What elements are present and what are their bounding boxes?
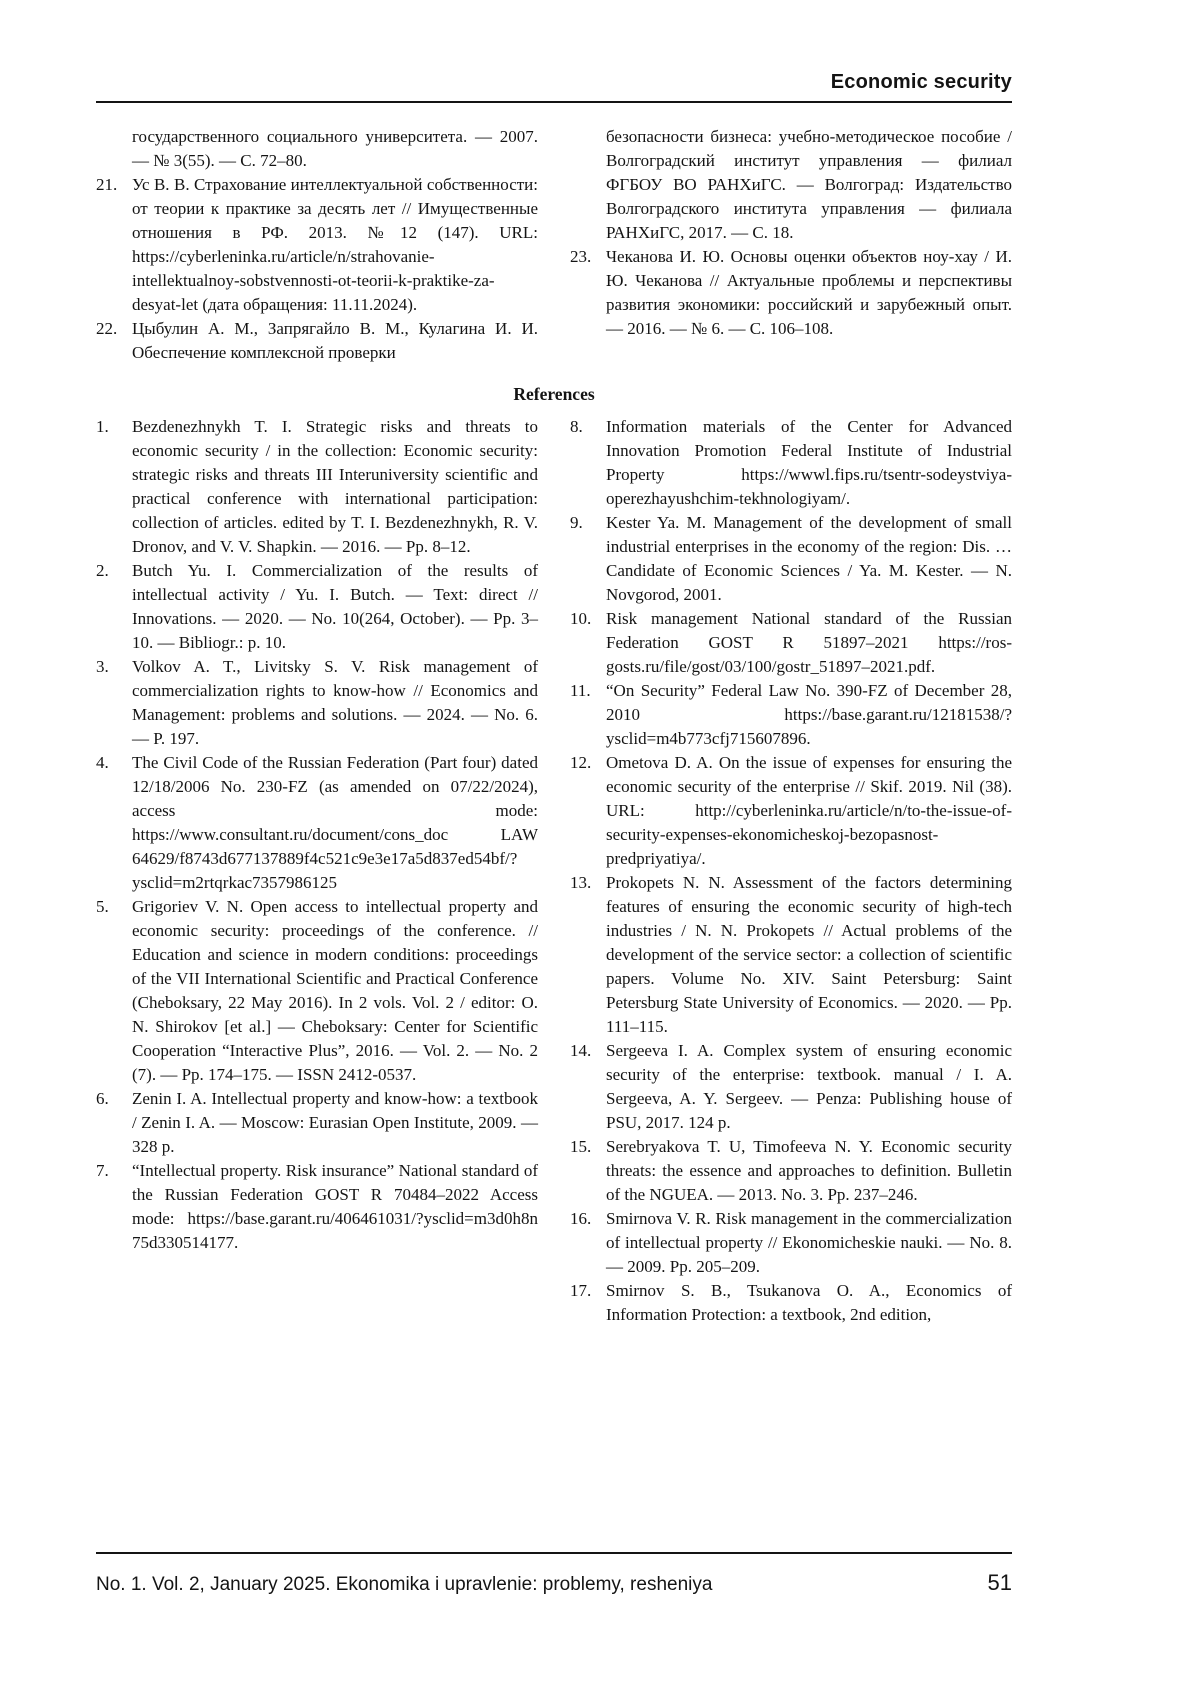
- references-heading: References: [513, 384, 595, 404]
- reference-text: Чеканова И. Ю. Основы оценки объектов ноу-хау / И. Ю. Чеканова // Актуальные проблемы и перспективы развития экономики: российский и зарубежный опыт. — 2016. — № 6. — С. 106–108.: [606, 247, 1012, 338]
- reference-item: [570, 245, 1012, 341]
- reference-item: [570, 871, 1012, 1039]
- reference-item: [570, 125, 1012, 245]
- reference-text: “Intellectual property. Risk insurance” National standard of the Russian Federation GOST R 70484–2022 Access mode: https://base.garant.ru/406461031/?ysclid=m3d0h8n 75d330514177.: [132, 1161, 538, 1252]
- reference-item: [96, 415, 538, 559]
- reference-item: [570, 1039, 1012, 1135]
- reference-number: 2.: [96, 561, 109, 580]
- footer-journal-line: No. 1. Vol. 2, January 2025. Ekonomika i upravlenie: problemy, resheniya: [96, 1574, 713, 1595]
- reference-number: 6.: [96, 1089, 109, 1108]
- reference-number: 1.: [96, 417, 109, 436]
- reference-text: Risk management National standard of the Russian Federation GOST R 51897–2021 https://ros-gosts.ru/file/gost/03/100/gostr_51897–2021.pdf.: [606, 609, 1012, 676]
- reference-item: [570, 1279, 1012, 1327]
- reference-item: [570, 1207, 1012, 1279]
- reference-item: [96, 895, 538, 1087]
- reference-item: [96, 1159, 538, 1255]
- footer-row: [96, 1570, 1012, 1596]
- reference-number: 3.: [96, 657, 109, 676]
- page-number: 51: [987, 1570, 1012, 1595]
- reference-item: [570, 415, 1012, 511]
- reference-number: 4.: [96, 753, 109, 772]
- reference-number: 10.: [570, 609, 592, 628]
- reference-text: Information materials of the Center for Advanced Innovation Promotion Federal Institute of Industrial Property https://wwwl.fips.ru/tsentr-sodeystviya-operezhayushchim-tekhnologiyam/.: [606, 417, 1012, 508]
- running-head: Economic security: [830, 71, 1012, 93]
- reference-text: Smirnov S. B., Tsukanova O. A., Economics of Information Protection: a textbook, 2nd edition,: [606, 1281, 1012, 1324]
- reference-text: “On Security” Federal Law No. 390-FZ of December 28, 2010 https://base.garant.ru/12181538/?ysclid=m4b773cfj715607896.: [606, 681, 1012, 748]
- reference-number: 13.: [570, 873, 592, 892]
- reference-text: Volkov A. T., Livitsky S. V. Risk management of commercialization rights to know-how // Economics and Management: problems and solutions. — 2024. — No. 6. — P. 197.: [132, 657, 538, 748]
- reference-number: 14.: [570, 1041, 592, 1060]
- reference-text: Serebryakova T. U, Timofeeva N. Y. Economic security threats: the essence and approaches to definition. Bulletin of the NGUEA. — 2013. No. 3. Pp. 237–246.: [606, 1137, 1012, 1204]
- english-references-section: [96, 415, 1012, 1327]
- reference-text: безопасности бизнеса: учебно-методическое пособие / Волгоградский институт управления — филиал ФГБОУ ВО РАНХиГС. — Волгоград: Издательство Волгоградского института управления — филиала РАНХиГС, 2017. — С. 18.: [606, 127, 1012, 242]
- reference-text: Bezdenezhnykh T. I. Strategic risks and threats to economic security / in the collection: Economic security: strategic risks and threats III Interuniversity scientific and practical conference with international participation: collection of articles. edited by T. I. Bezdenezhnykh, R. V. Dronov, and V. V. Shapkin. — 2016. — Pp. 8–12.: [132, 417, 538, 556]
- reference-text: Prokopets N. N. Assessment of the factors determining features of ensuring the economic security of high-tech industries / N. N. Prokopets // Actual problems of the development of the service sector: a collection of scientific papers. Volume No. XIV. Saint Petersburg: Saint Petersburg State University of Economics. — 2020. — Pp. 111–115.: [606, 873, 1012, 1036]
- english-references-right-column: [570, 415, 1012, 1327]
- reference-text: Цыбулин А. М., Запрягайло В. М., Кулагина И. И. Обеспечение комплексной проверки: [132, 319, 538, 362]
- reference-number: 8.: [570, 417, 583, 436]
- reference-number: 11.: [570, 681, 591, 700]
- english-references-left-column: [96, 415, 538, 1327]
- reference-number: 21.: [96, 175, 118, 194]
- reference-item: [570, 679, 1012, 751]
- reference-item: [96, 317, 538, 365]
- reference-number: 7.: [96, 1161, 109, 1180]
- russian-references-left-column: [96, 125, 538, 365]
- reference-number: 23.: [570, 247, 592, 266]
- reference-item: [96, 559, 538, 655]
- reference-number: 9.: [570, 513, 583, 532]
- reference-item: [570, 1135, 1012, 1207]
- reference-text: Ometova D. A. On the issue of expenses for ensuring the economic security of the enterprise // Skif. 2019. Nil (38). URL: http://cyberleninka.ru/article/n/to-the-issue-of-security-expenses-ekonomicheskoj-bezopasnost-predpriyatiya/.: [606, 753, 1012, 868]
- russian-references-right-column: [570, 125, 1012, 365]
- reference-text: Zenin I. A. Intellectual property and know-how: a textbook / Zenin I. A. — Moscow: Eurasian Open Institute, 2009. — 328 p.: [132, 1089, 538, 1156]
- reference-item: [96, 125, 538, 173]
- reference-number: 5.: [96, 897, 109, 916]
- reference-number: [570, 125, 606, 245]
- reference-text: государственного социального университета. — 2007. — № 3(55). — С. 72–80.: [132, 127, 538, 170]
- reference-number: 22.: [96, 319, 118, 338]
- reference-item: [570, 607, 1012, 679]
- reference-number: 16.: [570, 1209, 592, 1228]
- russian-references-section: [96, 125, 1012, 365]
- reference-number: 12.: [570, 753, 592, 772]
- reference-item: [570, 751, 1012, 871]
- reference-item: [570, 511, 1012, 607]
- reference-number: 17.: [570, 1281, 592, 1300]
- reference-text: Grigoriev V. N. Open access to intellectual property and economic security: proceedings of the conference. // Education and science in modern conditions: proceedings of the VII International Scientific and Practical Conference (Cheboksary, 22 May 2016). In 2 vols. Vol. 2 / editor: O. N. Shirokov [et al.] — Cheboksary: Center for Scientific Cooperation “Interactive Plus”, 2016. — Vol. 2. — No. 2 (7). — Pp. 174–175. — ISSN 2412-0537.: [132, 897, 538, 1084]
- reference-item: [96, 173, 538, 317]
- reference-item: [96, 1087, 538, 1159]
- reference-text: The Civil Code of the Russian Federation (Part four) dated 12/18/2006 No. 230-FZ (as amended on 07/22/2024), access mode: https://www.consultant.ru/document/cons_doc LAW 64629/f8743d677137889f4c521c9e3e17a5d837ed54bf/?ysclid=m2rtqrkac7357986125: [132, 753, 538, 892]
- header-rule: [96, 101, 1012, 103]
- reference-number: 15.: [570, 1137, 592, 1156]
- reference-text: Smirnova V. R. Risk management in the commercialization of intellectual property // Ekonomicheskie nauki. — No. 8. — 2009. Pp. 205–209.: [606, 1209, 1012, 1276]
- reference-item: [96, 751, 538, 895]
- reference-text: Butch Yu. I. Commercialization of the results of intellectual activity / Yu. I. Butch. — Text: direct // Innovations. — 2020. — No. 10(264, October). — Pp. 3–10. — Bibliogr.: p. 10.: [132, 561, 538, 652]
- reference-text: Kester Ya. M. Management of the development of small industrial enterprises in the economy of the region: Dis. … Candidate of Economic Sciences / Ya. M. Kester. — N. Novgorod, 2001.: [606, 513, 1012, 604]
- page-content: [96, 70, 1012, 1327]
- footer-rule: [96, 1552, 1012, 1554]
- reference-text: Sergeeva I. A. Complex system of ensuring economic security of the enterprise: textbook. manual / I. A. Sergeeva, A. Y. Sergeev. — Penza: Publishing house of PSU, 2017. 124 p.: [606, 1041, 1012, 1132]
- page-footer: [96, 1552, 1012, 1596]
- reference-number: [96, 125, 132, 173]
- reference-item: [96, 655, 538, 751]
- reference-text: Ус В. В. Страхование интеллектуальной собственности: от теории к практике за десять лет // Имущественные отношения в РФ. 2013. №12 (147). URL: https://cyberleninka.ru/article/n/strahovanie-intellektualnoy-sobstvennosti-ot-teorii-k-praktike-za-desyat-let (дата обращения: 11.11.2024).: [132, 175, 538, 314]
